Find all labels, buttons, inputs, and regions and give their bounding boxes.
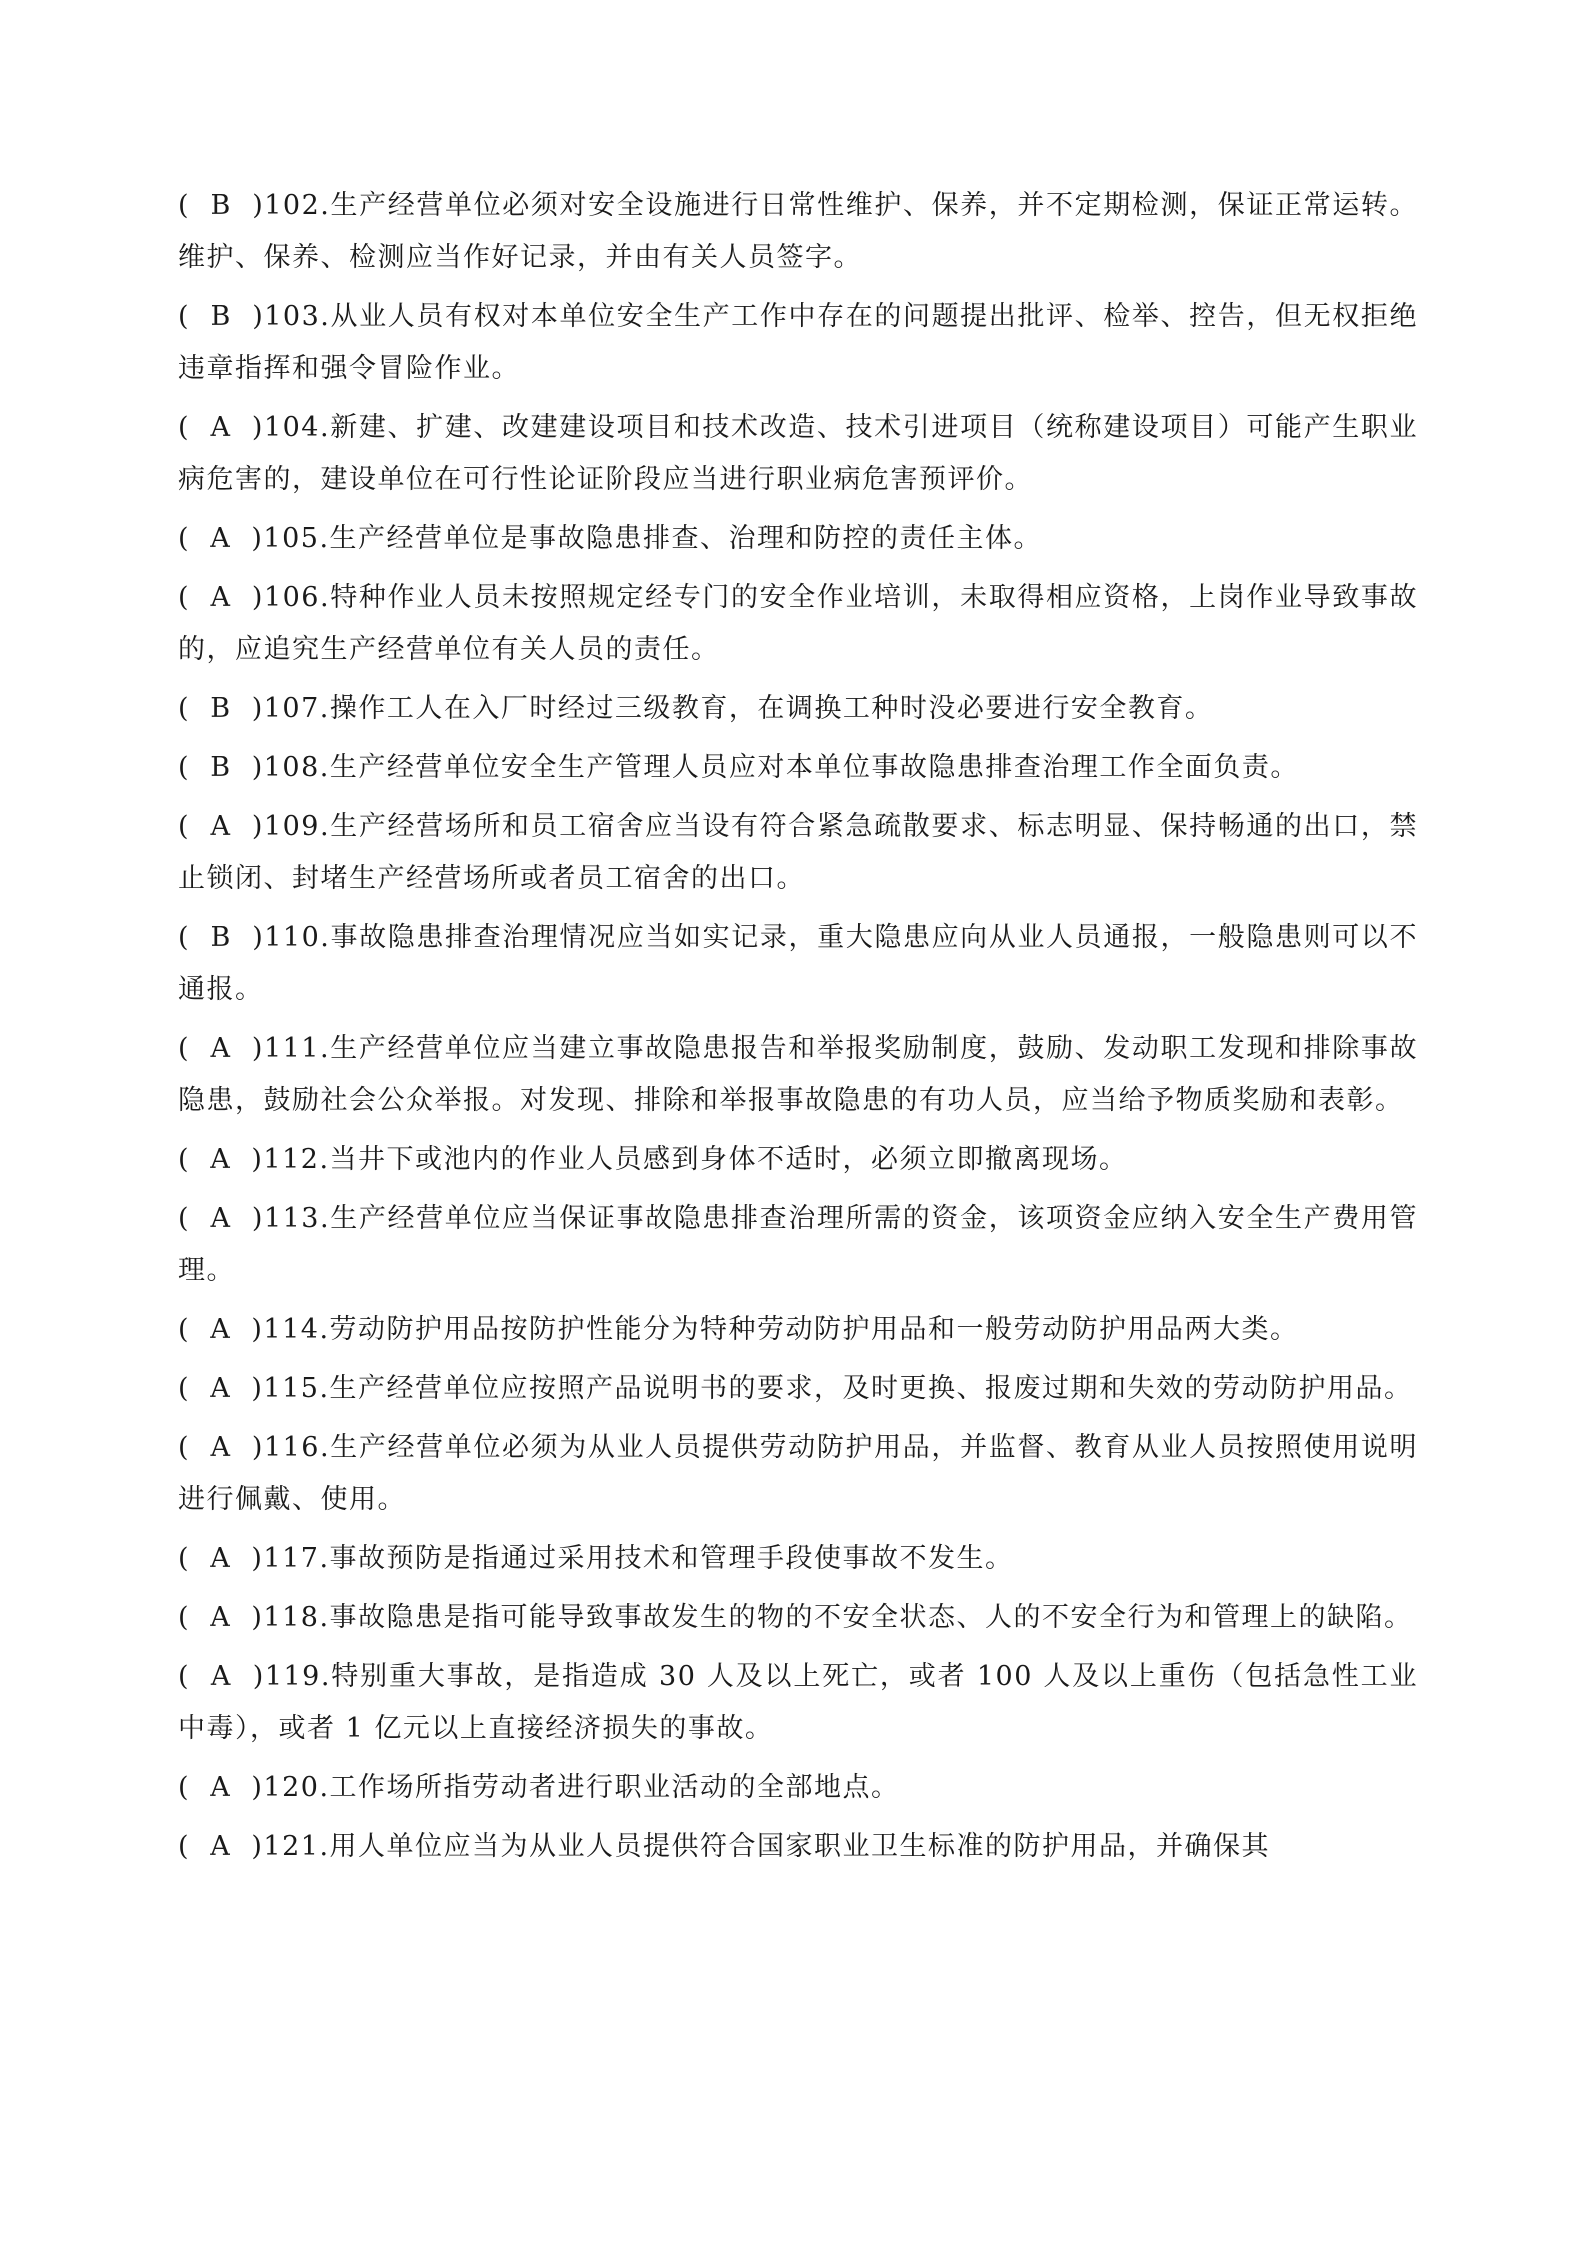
question-number: 118 bbox=[263, 1602, 320, 1633]
number-dot: . bbox=[319, 1373, 330, 1404]
answer-bracket-close: ) bbox=[231, 523, 264, 554]
question-item bbox=[178, 1363, 1418, 1415]
question-number: 104 bbox=[263, 412, 320, 443]
question-number: 121 bbox=[263, 1831, 320, 1862]
question-item bbox=[178, 1422, 1418, 1526]
answer-bracket-close: ) bbox=[231, 301, 265, 332]
answer-bracket-close: ) bbox=[231, 1602, 264, 1633]
question-text: 生产经营单位安全生产管理人员应对本单位事故隐患排查治理工作全面负责。 bbox=[329, 752, 1299, 783]
answer-letter: B bbox=[210, 693, 232, 724]
question-text: 新建、扩建、改建建设项目和技术改造、技术引进项目（统称建设项目）可能产生职业病危害的，建设单位在可行性论证阶段应当进行职业病危害预评价。 bbox=[178, 412, 1419, 495]
question-item bbox=[178, 572, 1418, 676]
answer-bracket-open: ( bbox=[178, 811, 211, 842]
answer-bracket-close: ) bbox=[231, 811, 264, 842]
question-text: 特别重大事故，是指造成 30 人及以上死亡，或者 100 人及以上重伤（包括急性工业中毒），或者 1 亿元以上直接经济损失的事故。 bbox=[178, 1661, 1419, 1744]
answer-letter: B bbox=[210, 922, 232, 953]
answer-letter: A bbox=[210, 1432, 232, 1463]
question-item bbox=[178, 1193, 1418, 1297]
question-item bbox=[178, 291, 1418, 395]
answer-bracket-open: ( bbox=[178, 523, 211, 554]
question-item bbox=[178, 1762, 1418, 1814]
number-dot: . bbox=[319, 693, 330, 724]
question-text: 特种作业人员未按照规定经专门的安全作业培训，未取得相应资格，上岗作业导致事故的，应追究生产经营单位有关人员的责任。 bbox=[178, 582, 1419, 665]
answer-bracket-open: ( bbox=[178, 1314, 211, 1345]
answer-bracket-close: ) bbox=[231, 1144, 264, 1175]
question-item bbox=[178, 1533, 1418, 1585]
number-dot: . bbox=[319, 1602, 330, 1633]
question-text: 劳动防护用品按防护性能分为特种劳动防护用品和一般劳动防护用品两大类。 bbox=[329, 1314, 1299, 1345]
answer-letter: A bbox=[210, 1831, 232, 1862]
number-dot: . bbox=[320, 190, 331, 221]
answer-bracket-close: ) bbox=[231, 752, 264, 783]
question-text: 生产经营场所和员工宿舍应当设有符合紧急疏散要求、标志明显、保持畅通的出口，禁止锁闭、封堵生产经营场所或者员工宿舍的出口。 bbox=[178, 811, 1419, 894]
number-dot: . bbox=[319, 811, 331, 842]
answer-bracket-close: ) bbox=[231, 1831, 264, 1862]
answer-letter: A bbox=[210, 412, 232, 443]
question-item bbox=[178, 1592, 1418, 1644]
question-number: 108 bbox=[263, 752, 320, 783]
answer-bracket-open: ( bbox=[178, 1432, 211, 1463]
question-item bbox=[178, 801, 1418, 905]
answer-bracket-open: ( bbox=[178, 1831, 211, 1862]
answer-bracket-close: ) bbox=[231, 1432, 264, 1463]
number-dot: . bbox=[320, 1661, 331, 1692]
answer-bracket-open: ( bbox=[178, 1661, 211, 1692]
question-number: 116 bbox=[263, 1432, 320, 1463]
question-item bbox=[178, 912, 1418, 1016]
question-number: 106 bbox=[263, 582, 320, 613]
answer-bracket-open: ( bbox=[178, 412, 211, 443]
answer-bracket-close: ) bbox=[231, 190, 265, 221]
answer-bracket-open: ( bbox=[178, 693, 211, 724]
question-item bbox=[178, 1821, 1418, 1873]
document-page bbox=[178, 180, 1418, 1880]
number-dot: . bbox=[319, 1543, 330, 1574]
number-dot: . bbox=[320, 922, 331, 953]
question-text: 生产经营单位应当建立事故隐患报告和举报奖励制度，鼓励、发动职工发现和排除事故隐患，鼓励社会公众举报。对发现、排除和举报事故隐患的有功人员，应当给予物质奖励和表彰。 bbox=[178, 1033, 1419, 1116]
question-item bbox=[178, 180, 1418, 284]
question-number: 119 bbox=[264, 1661, 321, 1692]
question-text: 生产经营单位是事故隐患排查、治理和防控的责任主体。 bbox=[329, 523, 1043, 554]
question-text: 事故预防是指通过采用技术和管理手段使事故不发生。 bbox=[329, 1543, 1014, 1574]
answer-letter: A bbox=[210, 1602, 232, 1633]
answer-bracket-close: ) bbox=[231, 1661, 265, 1692]
question-text: 生产经营单位必须为从业人员提供劳动防护用品，并监督、教育从业人员按照使用说明进行佩戴、使用。 bbox=[178, 1432, 1419, 1515]
answer-bracket-close: ) bbox=[231, 582, 264, 613]
answer-letter: A bbox=[210, 1661, 232, 1692]
question-text: 工作场所指劳动者进行职业活动的全部地点。 bbox=[329, 1772, 900, 1803]
answer-letter: B bbox=[210, 301, 232, 332]
question-text: 生产经营单位应当保证事故隐患排查治理所需的资金，该项资金应纳入安全生产费用管理。 bbox=[178, 1203, 1419, 1286]
answer-letter: A bbox=[210, 811, 232, 842]
question-text: 操作工人在入厂时经过三级教育，在调换工种时没必要进行安全教育。 bbox=[329, 693, 1214, 724]
question-text: 生产经营单位应按照产品说明书的要求，及时更换、报废过期和失效的劳动防护用品。 bbox=[329, 1373, 1413, 1404]
answer-bracket-close: ) bbox=[231, 1772, 264, 1803]
question-number: 117 bbox=[263, 1543, 320, 1574]
answer-bracket-close: ) bbox=[231, 1203, 264, 1234]
answer-bracket-open: ( bbox=[178, 1772, 211, 1803]
question-number: 105 bbox=[263, 523, 320, 554]
question-item bbox=[178, 1651, 1418, 1755]
answer-bracket-close: ) bbox=[231, 1033, 264, 1064]
answer-bracket-open: ( bbox=[178, 1203, 211, 1234]
question-item bbox=[178, 1023, 1418, 1127]
number-dot: . bbox=[319, 752, 330, 783]
question-number: 113 bbox=[263, 1203, 320, 1234]
question-text: 生产经营单位必须对安全设施进行日常性维护、保养，并不定期检测，保证正常运转。维护、保养、检测应当作好记录，并由有关人员签字。 bbox=[178, 190, 1419, 273]
answer-bracket-close: ) bbox=[231, 1314, 264, 1345]
answer-bracket-open: ( bbox=[178, 1543, 211, 1574]
number-dot: . bbox=[319, 412, 331, 443]
question-number: 120 bbox=[263, 1772, 320, 1803]
answer-letter: A bbox=[210, 582, 232, 613]
question-item bbox=[178, 1304, 1418, 1356]
answer-bracket-close: ) bbox=[231, 1373, 264, 1404]
question-number: 112 bbox=[263, 1144, 320, 1175]
answer-letter: A bbox=[210, 1543, 232, 1574]
answer-letter: A bbox=[210, 1203, 232, 1234]
question-text: 事故隐患排查治理情况应当如实记录，重大隐患应向从业人员通报，一般隐患则可以不通报。 bbox=[178, 922, 1419, 1005]
answer-bracket-open: ( bbox=[178, 752, 211, 783]
question-item bbox=[178, 1134, 1418, 1186]
question-item bbox=[178, 683, 1418, 735]
answer-bracket-open: ( bbox=[178, 1033, 211, 1064]
answer-letter: B bbox=[210, 190, 232, 221]
answer-letter: A bbox=[210, 1772, 232, 1803]
question-number: 110 bbox=[264, 922, 321, 953]
number-dot: . bbox=[319, 1033, 331, 1064]
answer-letter: A bbox=[210, 1314, 232, 1345]
question-item bbox=[178, 742, 1418, 794]
answer-bracket-open: ( bbox=[178, 922, 211, 953]
question-number: 107 bbox=[263, 693, 320, 724]
answer-letter: A bbox=[210, 1033, 232, 1064]
answer-letter: B bbox=[210, 752, 232, 783]
answer-letter: A bbox=[210, 523, 232, 554]
question-text: 事故隐患是指可能导致事故发生的物的不安全状态、人的不安全行为和管理上的缺陷。 bbox=[329, 1602, 1413, 1633]
number-dot: . bbox=[319, 1314, 330, 1345]
question-item bbox=[178, 513, 1418, 565]
question-item bbox=[178, 402, 1418, 506]
number-dot: . bbox=[320, 301, 331, 332]
answer-letter: A bbox=[210, 1373, 232, 1404]
question-text: 从业人员有权对本单位安全生产工作中存在的问题提出批评、检举、控告，但无权拒绝违章指挥和强令冒险作业。 bbox=[178, 301, 1419, 384]
answer-bracket-open: ( bbox=[178, 301, 211, 332]
number-dot: . bbox=[319, 1203, 331, 1234]
answer-letter: A bbox=[210, 1144, 232, 1175]
answer-bracket-open: ( bbox=[178, 1144, 211, 1175]
number-dot: . bbox=[319, 1772, 330, 1803]
answer-bracket-open: ( bbox=[178, 582, 211, 613]
number-dot: . bbox=[319, 1432, 331, 1463]
answer-bracket-open: ( bbox=[178, 1602, 211, 1633]
number-dot: . bbox=[319, 582, 331, 613]
question-number: 102 bbox=[264, 190, 321, 221]
number-dot: . bbox=[319, 1144, 330, 1175]
answer-bracket-close: ) bbox=[231, 693, 264, 724]
question-text: 用人单位应当为从业人员提供符合国家职业卫生标准的防护用品，并确保其 bbox=[329, 1831, 1271, 1862]
number-dot: . bbox=[319, 523, 330, 554]
answer-bracket-close: ) bbox=[231, 412, 264, 443]
question-number: 103 bbox=[264, 301, 321, 332]
question-number: 114 bbox=[263, 1314, 320, 1345]
question-number: 115 bbox=[263, 1373, 320, 1404]
answer-bracket-open: ( bbox=[178, 190, 211, 221]
question-number: 109 bbox=[263, 811, 320, 842]
question-list bbox=[178, 180, 1418, 1873]
answer-bracket-close: ) bbox=[231, 922, 265, 953]
answer-bracket-open: ( bbox=[178, 1373, 211, 1404]
question-number: 111 bbox=[263, 1033, 320, 1064]
question-text: 当井下或池内的作业人员感到身体不适时，必须立即撤离现场。 bbox=[329, 1144, 1128, 1175]
answer-bracket-close: ) bbox=[231, 1543, 264, 1574]
number-dot: . bbox=[319, 1831, 330, 1862]
